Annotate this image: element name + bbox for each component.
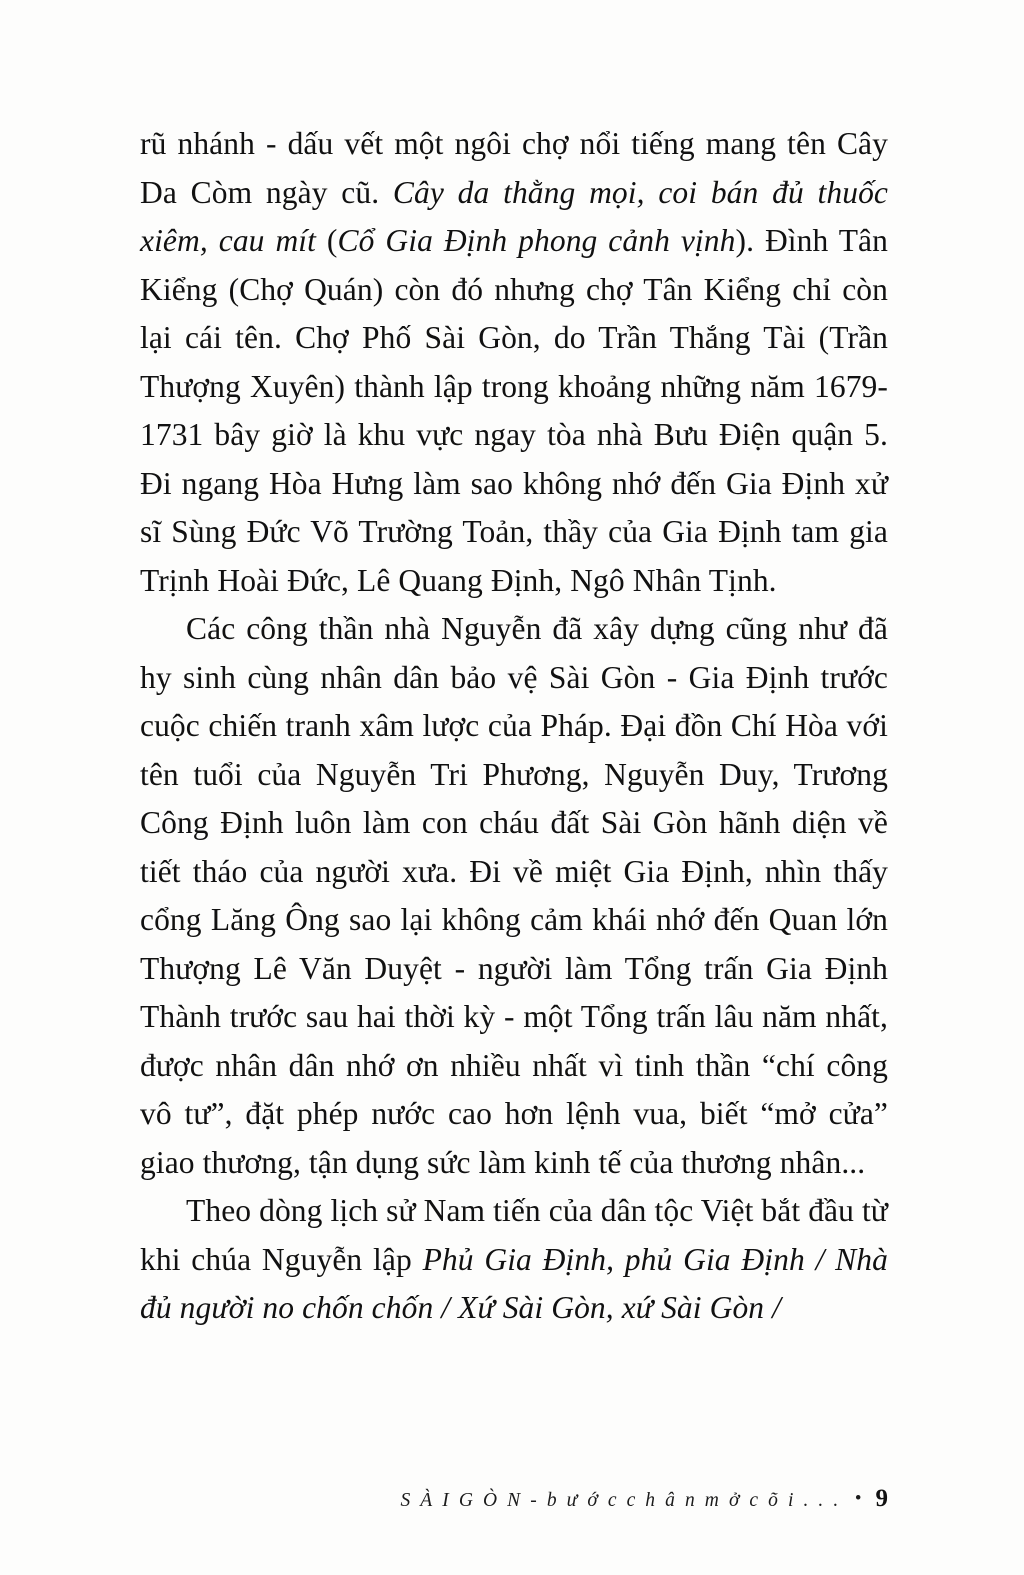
text-run: rũ nhánh - dấu vết một ngôi chợ nổi tiếng mang tên Cây Da Còm ngày cũ. xyxy=(140,126,888,210)
text-run: ( xyxy=(326,223,338,258)
text-run-italic: Cây da thằng mọi, coi bán đủ thuốc xiêm, cau mít xyxy=(140,174,889,258)
text-run-italic: Phủ Gia Định, phủ Gia Định / Nhà đủ người no chốn chốn / Xứ Sài Gòn, xứ Sài Gòn / xyxy=(140,1241,888,1325)
paragraph-1 xyxy=(140,120,888,605)
running-title: S À I G Ò N - b ư ớ c c h â n m ở c õ i . . . xyxy=(400,1490,841,1511)
text-run-italic: Cổ Gia Định phong cảnh vịnh xyxy=(337,223,736,258)
text-run: Các công thần nhà Nguyễn đã xây dựng cũng như đã hy sinh cùng nhân dân bảo vệ Sài Gòn - Gia Định trước cuộc chiến tranh xâm lược của Pháp. Đại đồn Chí Hòa với tên tuổi của Nguyễn Tri Phương, Nguyễn Duy, Trương Công Định luôn làm con cháu đất Sài Gòn hãnh diện về tiết tháo của người xưa. Đi về miệt Gia Định, nhìn thấy cổng Lăng Ông sao lại không cảm khái nhớ đến Quan lớn Thượng Lê Văn Duyệt - người làm Tổng trấn Gia Định Thành trước sau hai thời kỳ - một Tổng trấn lâu năm nhất, được nhân dân nhớ ơn nhiều nhất vì tinh thần “chí công vô tư”, đặt phép nước cao hơn lệnh vua, biết “mở cửa” giao thương, tận dụng sức làm kinh tế của thương nhân... xyxy=(140,611,888,1180)
page-number: 9 xyxy=(875,1485,888,1512)
paragraph-3 xyxy=(140,1187,888,1333)
paragraph-2 xyxy=(140,605,888,1187)
page-footer xyxy=(140,1485,888,1513)
text-run: Theo dòng lịch sử Nam tiến của dân tộc Việt bắt đầu từ khi chúa Nguyễn lập xyxy=(140,1193,888,1277)
text-run: ). Đình Tân Kiểng (Chợ Quán) còn đó nhưng chợ Tân Kiểng chỉ còn lại cái tên. Chợ Phố Sài Gòn, do Trần Thắng Tài (Trần Thượng Xuyên) thành lập trong khoảng những năm 1679-1731 bây giờ là khu vực ngay tòa nhà Bưu Điện quận 5. Đi ngang Hòa Hưng làm sao không nhớ đến Gia Định xử sĩ Sùng Đức Võ Trường Toản, thầy của Gia Định tam gia Trịnh Hoài Đức, Lê Quang Định, Ngô Nhân Tịnh. xyxy=(140,223,888,598)
footer-separator: • xyxy=(854,1488,862,1509)
page-body xyxy=(140,120,888,1333)
